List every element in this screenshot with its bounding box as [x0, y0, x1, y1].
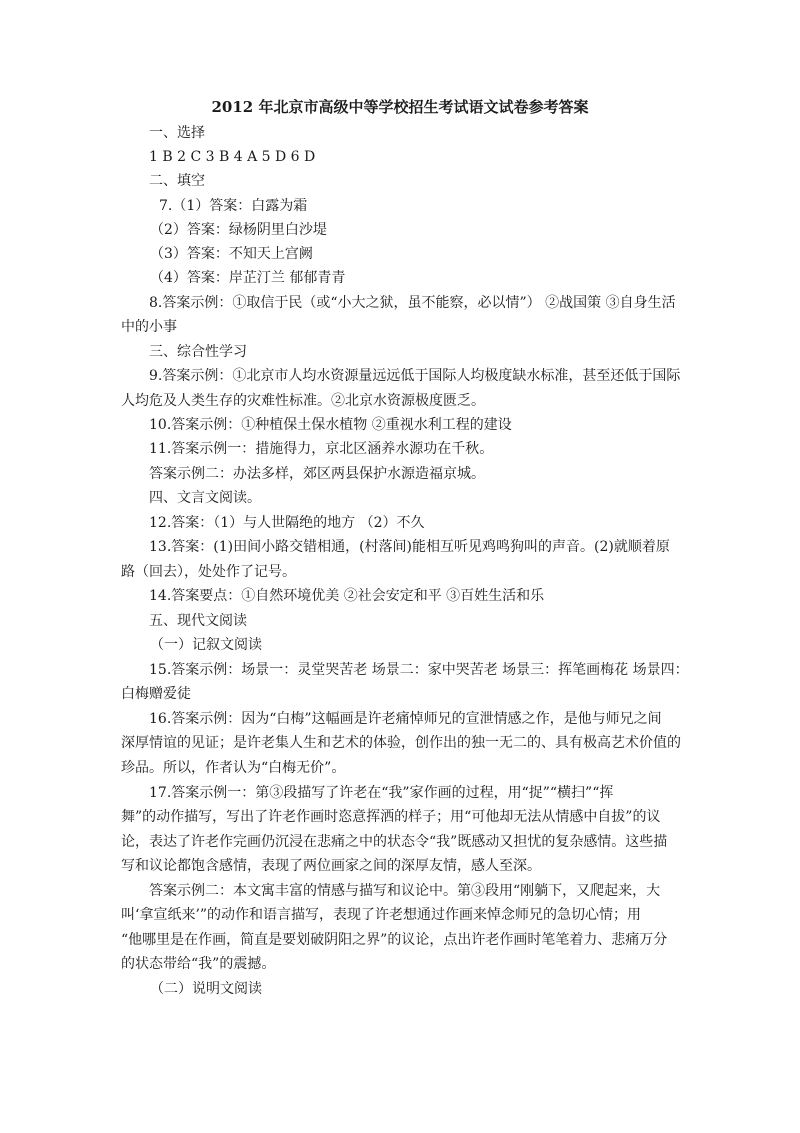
answer-line: 8.答案示例：①取信于民（或“小大之狱，虽不能察，必以情”） ②战国策 ③自身生活 — [149, 295, 676, 311]
section-heading: 三、综合性学习 — [149, 344, 247, 360]
answer-line: 写和议论都饱含感情，表现了两位画家之间的深厚友情，感人至深。 — [121, 858, 541, 874]
answer-line: （2）答案：绿杨阴里白沙堤 — [150, 222, 327, 238]
answer-line: 珍品。所以，作者认为“白梅无价”。 — [121, 760, 346, 776]
answer-line: 7.（1）答案：白露为霜 — [159, 198, 308, 214]
answer-line: 的状态带给“我”的震撼。 — [121, 956, 276, 972]
answer-line: 论，表达了许老作完画仍沉浸在悲痛之中的状态令“我”既感动又担忧的复杂感情。这些描 — [121, 834, 668, 850]
answer-line: 9.答案示例：①北京市人均水资源量远远低于国际人均极度缺水标准，甚至还低于国际 — [149, 368, 681, 384]
answer-line: 11.答案示例一：措施得力，京北区涵养水源功在千秋。 — [149, 441, 494, 457]
answer-line: 16.答案示例：因为“白梅”这幅画是许老痛悼师兄的宣泄情感之作，是他与师兄之间 — [149, 711, 662, 727]
answer-line: 14.答案要点：①自然环境优美 ②社会安定和平 ③百姓生活和乐 — [149, 588, 545, 604]
section-heading: 四、文言文阅读。 — [149, 490, 261, 506]
subsection-heading: （二）说明文阅读 — [150, 981, 262, 997]
answer-line: 答案示例二：办法多样，郊区两县保护水源造福京城。 — [149, 466, 485, 482]
answer-line: （4）答案：岸芷汀兰 郁郁青青 — [150, 270, 346, 286]
subsection-heading: （一）记叙文阅读 — [150, 637, 262, 653]
document-title: 2012 年北京市高级中等学校招生考试语文试卷参考答案 — [211, 98, 589, 116]
answer-line: 17.答案示例一：第③段描写了许老在“我”家作画的过程，用“捉”“横扫”“挥 — [149, 785, 614, 801]
answer-line: 舞”的动作描写，写出了许老作画时恣意挥洒的样子；用“可他却无法从情感中自拔”的议 — [121, 809, 661, 825]
answer-line: 叫‘拿宣纸来’”的动作和语言描写，表现了许老想通过作画来悼念师兄的急切心情；用 — [121, 907, 642, 923]
section-heading: 五、现代文阅读 — [149, 613, 247, 629]
answer-line: 10.答案示例：①种植保土保水植物 ②重视水利工程的建设 — [149, 417, 512, 433]
answer-line: 白梅赠爱徒 — [121, 686, 191, 702]
answer-line: 15.答案示例：场景一：灵堂哭苦老 场景二：家中哭苦老 场景三：挥笔画梅花 场景四： — [149, 662, 689, 678]
answer-line: 人均危及人类生存的灾难性标准。②北京水资源极度匮乏。 — [121, 393, 485, 409]
answer-line: 12.答案：（1）与人世隔绝的地方 （2）不久 — [149, 515, 425, 531]
answer-line: “他哪里是在作画，简直是要划破阴阳之界”的议论，点出许老作画时笔笔着力、悲痛万分 — [121, 932, 668, 948]
section-heading: 一、选择 — [149, 125, 205, 141]
answer-line: 答案示例二：本文寓丰富的情感与描写和议论中。第③段用“刚躺下，又爬起来，大 — [149, 883, 661, 899]
answer-line: 1 B 2 C 3 B 4 A 5 D 6 D — [149, 149, 316, 165]
answer-line: 深厚情谊的见证；是许老集人生和艺术的体验，创作出的独一无二的、具有极高艺术价值的 — [121, 735, 681, 751]
answer-line: 13.答案：(1)田间小路交错相通，(村落间)能相互听见鸡鸣狗叫的声音。(2)就顺着原 — [149, 539, 670, 555]
section-heading: 二、填空 — [149, 173, 205, 189]
answer-line: （3）答案：不知天上宫阙 — [150, 246, 313, 262]
answer-line: 路（回去），处处作了记号。 — [121, 564, 296, 580]
answer-line: 中的小事 — [121, 319, 177, 335]
